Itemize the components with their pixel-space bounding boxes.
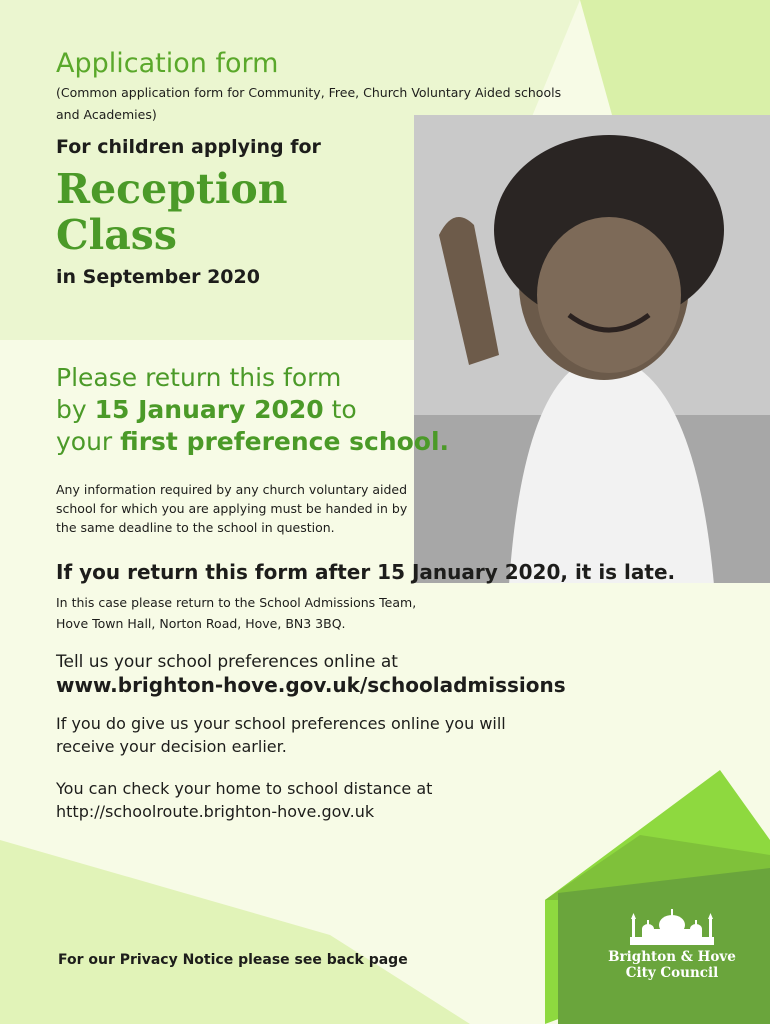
royal-pavilion-icon (602, 905, 742, 949)
form-subtitle: (Common application form for Community, Free, Church Voluntary Aided schools and Academies) (56, 85, 562, 122)
start-date-label: in September 2020 (56, 266, 260, 288)
council-logo (602, 905, 742, 985)
return-deadline: 15 January 2020 (94, 395, 324, 424)
class-name-heading: Reception Class (56, 165, 288, 259)
council-name-line-2: City Council (625, 965, 719, 981)
distance-check-text (56, 777, 536, 823)
distance-check-line: You can check your home to school distance at (56, 779, 433, 798)
online-benefit-text: If you do give us your school preferences online you will receive your decision earlier. (56, 714, 506, 756)
return-line-2-suffix: to (331, 395, 357, 424)
return-school: first preference school. (120, 427, 450, 456)
council-name-line-1: Brighton & Hove (608, 949, 736, 965)
return-instructions (56, 362, 476, 458)
online-prompt: Tell us your school preferences online at (56, 652, 398, 672)
admissions-link[interactable]: www.brighton-hove.gov.uk/schooladmissions (56, 673, 566, 697)
council-name (602, 949, 742, 981)
late-heading: If you return this form after 15 January 2020, it is late. (56, 560, 676, 584)
child-photo (414, 115, 770, 583)
privacy-notice: For our Privacy Notice please see back page (58, 952, 408, 968)
late-address-line-2: Hove Town Hall, Norton Road, Hove, BN3 3BQ. (56, 616, 346, 631)
return-line-1: Please return this form (56, 363, 342, 392)
late-address-line-1: In this case please return to the School Admissions Team, (56, 595, 417, 610)
return-line-3-prefix: your (56, 427, 113, 456)
form-title: Application form (56, 48, 279, 79)
for-children-label: For children applying for (56, 136, 321, 158)
lower-left-green-shape (0, 840, 470, 1024)
return-line-2-prefix: by (56, 395, 87, 424)
school-route-link[interactable]: http://schoolroute.brighton-hove.gov.uk (56, 802, 375, 821)
top-right-green-shape (580, 0, 770, 115)
late-address (56, 592, 416, 634)
church-school-note: Any information required by any church voluntary aided school for which you are applying must be handed in by the same deadline to the school in question. (56, 482, 408, 535)
